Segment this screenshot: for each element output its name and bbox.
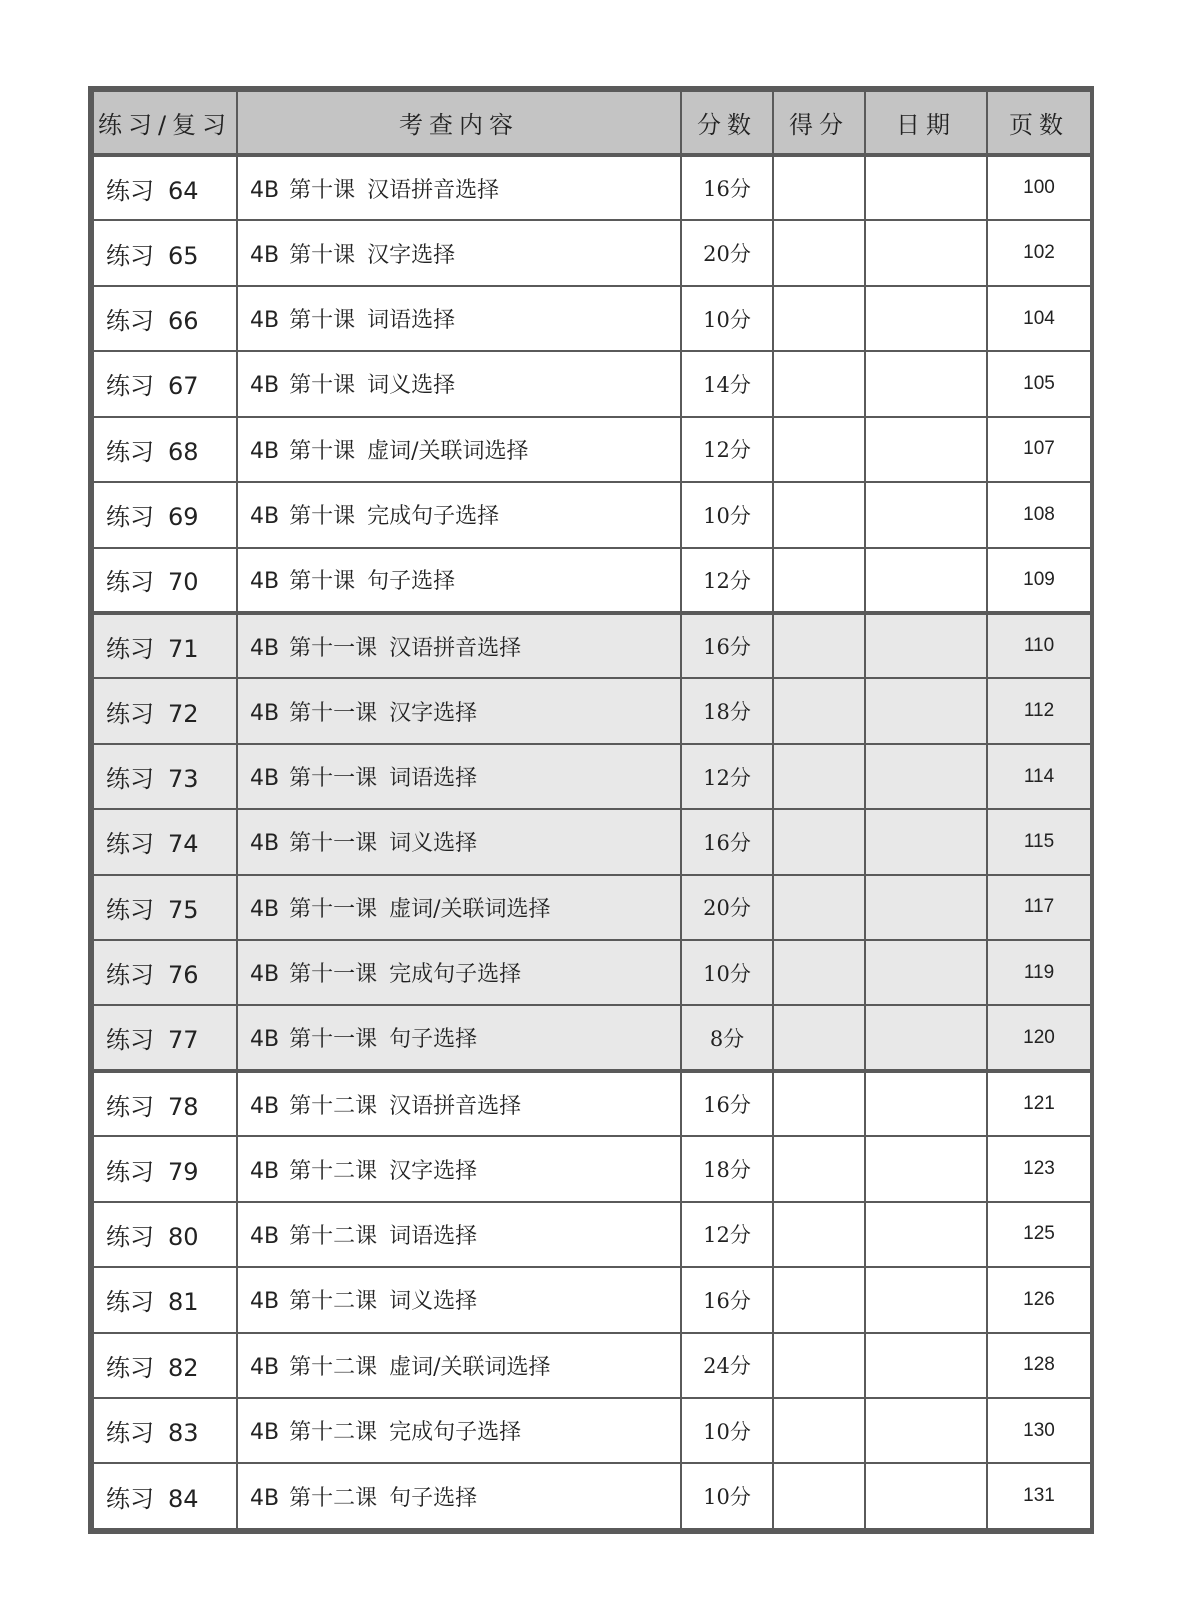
table-row [93, 940, 1091, 1005]
exercise-label: 练习 [106, 1353, 154, 1382]
topic-name: 词义选择 [389, 1289, 478, 1315]
exercise-cell [93, 548, 237, 613]
lesson-name: 第十二课 [289, 1093, 378, 1119]
page-cell: 130 [987, 1398, 1091, 1463]
date-cell[interactable] [865, 482, 987, 547]
table-row [93, 1202, 1091, 1267]
points-cell: 14分 [681, 351, 773, 416]
book-code: 4B [250, 308, 280, 334]
exercise-label: 练习 [106, 699, 154, 728]
exercise-label: 练习 [106, 1026, 154, 1055]
table-row [93, 155, 1091, 220]
exercise-cell [93, 940, 237, 1005]
lesson-name: 第十一课 [289, 1027, 378, 1053]
topic-name: 虚词/关联词选择 [389, 896, 551, 922]
exercise-label: 练习 [106, 372, 154, 401]
content-cell [237, 1398, 681, 1463]
table-row [93, 613, 1091, 678]
lesson-name: 第十二课 [289, 1223, 378, 1249]
topic-name: 汉语拼音选择 [389, 1093, 522, 1119]
table-row [93, 482, 1091, 547]
exercise-cell [93, 155, 237, 220]
lesson-name: 第十一课 [289, 700, 378, 726]
score-cell[interactable] [773, 1267, 865, 1332]
topic-name: 虚词/关联词选择 [389, 1354, 551, 1380]
lesson-name: 第十二课 [289, 1420, 378, 1446]
header-page: 页数 [987, 91, 1091, 155]
points-cell: 12分 [681, 1202, 773, 1267]
score-cell[interactable] [773, 1136, 865, 1201]
points-cell: 16分 [681, 155, 773, 220]
lesson-name: 第十课 [289, 242, 356, 268]
topic-name: 虚词/关联词选择 [367, 438, 529, 464]
table-row [93, 417, 1091, 482]
exercise-number: 83 [168, 1419, 199, 1448]
score-cell[interactable] [773, 613, 865, 678]
content-cell [237, 1136, 681, 1201]
topic-name: 词语选择 [389, 766, 478, 791]
exercise-cell [93, 417, 237, 482]
exercise-number: 74 [168, 830, 199, 859]
table-row [93, 1136, 1091, 1201]
lesson-name: 第十课 [289, 308, 356, 334]
score-cell[interactable] [773, 155, 865, 220]
page-cell: 115 [987, 809, 1091, 874]
page-cell: 100 [987, 155, 1091, 220]
date-cell[interactable] [865, 1333, 987, 1398]
score-cell[interactable] [773, 1398, 865, 1463]
score-cell[interactable] [773, 940, 865, 1005]
lesson-name: 第十一课 [289, 635, 378, 661]
score-cell[interactable] [773, 744, 865, 809]
exercise-label: 练习 [106, 1288, 154, 1317]
exercise-label: 练习 [106, 568, 154, 597]
exercise-label: 练习 [106, 895, 154, 924]
score-cell[interactable] [773, 875, 865, 940]
score-cell[interactable] [773, 1463, 865, 1529]
page-cell: 112 [987, 678, 1091, 743]
content-cell [237, 1202, 681, 1267]
page-cell: 131 [987, 1463, 1091, 1529]
content-cell [237, 678, 681, 743]
page-cell: 107 [987, 417, 1091, 482]
exercise-label: 练习 [106, 1092, 154, 1121]
book-code: 4B [250, 1420, 280, 1446]
book-code: 4B [250, 700, 280, 726]
topic-name: 句子选择 [389, 1027, 478, 1053]
book-code: 4B [250, 1158, 280, 1184]
table-row [93, 351, 1091, 416]
date-cell[interactable] [865, 744, 987, 809]
exercise-number: 69 [168, 503, 199, 532]
page-cell: 123 [987, 1136, 1091, 1201]
date-cell[interactable] [865, 1267, 987, 1332]
content-cell [237, 613, 681, 678]
date-cell[interactable] [865, 613, 987, 678]
book-code: 4B [250, 1485, 280, 1511]
exercise-label: 练习 [106, 830, 154, 859]
points-cell: 10分 [681, 940, 773, 1005]
exercise-number: 84 [168, 1484, 199, 1513]
table-row [93, 220, 1091, 285]
exercise-cell [93, 286, 237, 351]
exercise-number: 79 [168, 1157, 199, 1186]
exercise-table-frame [88, 86, 1094, 1534]
points-cell: 18分 [681, 1136, 773, 1201]
exercise-label: 练习 [106, 307, 154, 336]
book-code: 4B [250, 373, 280, 399]
exercise-cell [93, 1202, 237, 1267]
exercise-cell [93, 1398, 237, 1463]
book-code: 4B [250, 569, 280, 595]
content-cell [237, 1267, 681, 1332]
table-row [93, 1267, 1091, 1332]
date-cell[interactable] [865, 1071, 987, 1136]
score-cell[interactable] [773, 548, 865, 613]
date-cell[interactable] [865, 1202, 987, 1267]
exercise-label: 练习 [106, 1222, 154, 1251]
date-cell[interactable] [865, 875, 987, 940]
date-cell[interactable] [865, 220, 987, 285]
points-cell: 20分 [681, 220, 773, 285]
exercise-cell [93, 1005, 237, 1070]
topic-name: 完成句子选择 [389, 962, 522, 988]
score-cell[interactable] [773, 809, 865, 874]
points-cell: 24分 [681, 1333, 773, 1398]
exercise-number: 76 [168, 961, 199, 990]
points-cell: 16分 [681, 809, 773, 874]
exercise-cell [93, 351, 237, 416]
exercise-cell [93, 875, 237, 940]
score-cell[interactable] [773, 1202, 865, 1267]
exercise-cell [93, 613, 237, 678]
page-cell: 110 [987, 613, 1091, 678]
exercise-number: 77 [168, 1026, 199, 1055]
exercise-number: 80 [168, 1222, 199, 1251]
topic-name: 完成句子选择 [367, 504, 500, 530]
score-cell[interactable] [773, 1071, 865, 1136]
score-cell[interactable] [773, 220, 865, 285]
page-cell: 126 [987, 1267, 1091, 1332]
lesson-name: 第十课 [289, 438, 356, 464]
points-cell: 8分 [681, 1005, 773, 1070]
exercise-number: 78 [168, 1092, 199, 1121]
book-code: 4B [250, 177, 280, 203]
exercise-number: 73 [168, 765, 199, 793]
page-cell: 105 [987, 351, 1091, 416]
exercise-label: 练习 [106, 1419, 154, 1448]
page-cell: 120 [987, 1005, 1091, 1070]
book-code: 4B [250, 438, 280, 464]
lesson-name: 第十二课 [289, 1158, 378, 1184]
content-cell [237, 155, 681, 220]
topic-name: 汉语拼音选择 [367, 177, 500, 203]
exercise-number: 81 [168, 1288, 199, 1317]
table-row [93, 875, 1091, 940]
exercise-number: 72 [168, 699, 199, 728]
topic-name: 完成句子选择 [389, 1420, 522, 1446]
exercise-number: 71 [168, 634, 199, 663]
lesson-name: 第十课 [289, 373, 356, 399]
topic-name: 词语选择 [367, 308, 456, 334]
table-row [93, 286, 1091, 351]
book-code: 4B [250, 242, 280, 268]
score-cell[interactable] [773, 1005, 865, 1070]
date-cell[interactable] [865, 1005, 987, 1070]
content-cell [237, 1463, 681, 1529]
exercise-cell [93, 678, 237, 743]
table-row [93, 1398, 1091, 1463]
topic-name: 词义选择 [367, 373, 456, 399]
table-header [93, 91, 1091, 155]
content-cell [237, 1005, 681, 1070]
points-cell: 12分 [681, 744, 773, 809]
score-cell[interactable] [773, 286, 865, 351]
table-row [93, 744, 1091, 809]
topic-name: 句子选择 [367, 569, 456, 595]
book-code: 4B [250, 1289, 280, 1315]
exercise-label: 练习 [106, 1157, 154, 1186]
table-body [93, 155, 1091, 1529]
points-cell: 12分 [681, 548, 773, 613]
page-cell: 114 [987, 744, 1091, 809]
date-cell[interactable] [865, 548, 987, 613]
exercise-label: 练习 [106, 634, 154, 663]
exercise-number: 75 [168, 895, 199, 924]
topic-name: 汉字选择 [367, 242, 456, 268]
table-row [93, 548, 1091, 613]
content-cell [237, 220, 681, 285]
table-row [93, 1333, 1091, 1398]
exercise-label: 练习 [106, 241, 154, 270]
date-cell[interactable] [865, 286, 987, 351]
table-row [93, 1463, 1091, 1529]
book-code: 4B [250, 1223, 280, 1249]
page-cell: 121 [987, 1071, 1091, 1136]
content-cell [237, 351, 681, 416]
exercise-number: 67 [168, 372, 199, 401]
points-cell: 18分 [681, 678, 773, 743]
exercise-cell [93, 1333, 237, 1398]
header-exercise: 练习/复习 [93, 91, 237, 155]
topic-name: 词语选择 [389, 1223, 478, 1249]
lesson-name: 第十课 [289, 504, 356, 530]
exercise-number: 65 [168, 241, 199, 270]
page-cell: 119 [987, 940, 1091, 1005]
exercise-cell [93, 1071, 237, 1136]
points-cell: 16分 [681, 1071, 773, 1136]
exercise-number: 64 [168, 176, 199, 205]
page-cell: 117 [987, 875, 1091, 940]
header-content: 考查内容 [237, 91, 681, 155]
content-cell [237, 1333, 681, 1398]
book-code: 4B [250, 896, 280, 922]
topic-name: 句子选择 [389, 1485, 478, 1511]
header-points: 分数 [681, 91, 773, 155]
score-cell[interactable] [773, 351, 865, 416]
date-cell[interactable] [865, 1398, 987, 1463]
book-code: 4B [250, 504, 280, 530]
points-cell: 10分 [681, 482, 773, 547]
score-cell[interactable] [773, 678, 865, 743]
exercise-cell [93, 1267, 237, 1332]
lesson-name: 第十一课 [289, 962, 378, 988]
exercise-number: 70 [168, 568, 199, 597]
lesson-name: 第十二课 [289, 1354, 378, 1380]
lesson-name: 第十一课 [289, 831, 378, 857]
points-cell: 12分 [681, 417, 773, 482]
content-cell [237, 940, 681, 1005]
lesson-name: 第十二课 [289, 1289, 378, 1315]
table-row [93, 1071, 1091, 1136]
lesson-name: 第十课 [289, 569, 356, 595]
content-cell [237, 417, 681, 482]
page-cell: 102 [987, 220, 1091, 285]
content-cell [237, 548, 681, 613]
book-code: 4B [250, 635, 280, 661]
content-cell [237, 1071, 681, 1136]
exercise-cell [93, 744, 237, 809]
table-row [93, 809, 1091, 874]
points-cell: 10分 [681, 1398, 773, 1463]
lesson-name: 第十一课 [289, 766, 378, 791]
book-code: 4B [250, 1093, 280, 1119]
score-cell[interactable] [773, 1333, 865, 1398]
book-code: 4B [250, 1027, 280, 1053]
date-cell[interactable] [865, 1136, 987, 1201]
exercise-label: 练习 [106, 1484, 154, 1513]
exercise-cell [93, 482, 237, 547]
page-cell: 125 [987, 1202, 1091, 1267]
exercise-label: 练习 [106, 176, 154, 205]
exercise-label: 练习 [106, 437, 154, 466]
exercise-cell [93, 1136, 237, 1201]
page-cell: 128 [987, 1333, 1091, 1398]
score-cell[interactable] [773, 482, 865, 547]
exercise-number: 68 [168, 437, 199, 466]
table-row [93, 678, 1091, 743]
date-cell[interactable] [865, 809, 987, 874]
lesson-name: 第十二课 [289, 1485, 378, 1511]
book-code: 4B [250, 962, 280, 988]
exercise-cell [93, 809, 237, 874]
date-cell[interactable] [865, 417, 987, 482]
exercise-number: 66 [168, 307, 199, 336]
points-cell: 10分 [681, 1463, 773, 1529]
lesson-name: 第十课 [289, 177, 356, 203]
date-cell[interactable] [865, 1463, 987, 1529]
header-date: 日期 [865, 91, 987, 155]
exercise-table [92, 90, 1092, 1530]
page-cell: 109 [987, 548, 1091, 613]
book-code: 4B [250, 831, 280, 857]
lesson-name: 第十一课 [289, 896, 378, 922]
content-cell [237, 744, 681, 809]
date-cell[interactable] [865, 155, 987, 220]
content-cell [237, 809, 681, 874]
points-cell: 16分 [681, 613, 773, 678]
topic-name: 汉字选择 [389, 1158, 478, 1184]
book-code: 4B [250, 766, 280, 791]
date-cell[interactable] [865, 351, 987, 416]
topic-name: 汉字选择 [389, 700, 478, 726]
book-code: 4B [250, 1354, 280, 1380]
table-row [93, 1005, 1091, 1070]
score-cell[interactable] [773, 417, 865, 482]
points-cell: 10分 [681, 286, 773, 351]
points-cell: 20分 [681, 875, 773, 940]
exercise-cell [93, 220, 237, 285]
topic-name: 词义选择 [389, 831, 478, 857]
exercise-number: 82 [168, 1353, 199, 1382]
date-cell[interactable] [865, 678, 987, 743]
page-cell: 108 [987, 482, 1091, 547]
page-cell: 104 [987, 286, 1091, 351]
content-cell [237, 482, 681, 547]
topic-name: 汉语拼音选择 [389, 635, 522, 661]
content-cell [237, 875, 681, 940]
exercise-cell [93, 1463, 237, 1529]
exercise-label: 练习 [106, 765, 154, 793]
exercise-label: 练习 [106, 961, 154, 990]
exercise-label: 练习 [106, 503, 154, 532]
date-cell[interactable] [865, 940, 987, 1005]
points-cell: 16分 [681, 1267, 773, 1332]
content-cell [237, 286, 681, 351]
header-score: 得分 [773, 91, 865, 155]
